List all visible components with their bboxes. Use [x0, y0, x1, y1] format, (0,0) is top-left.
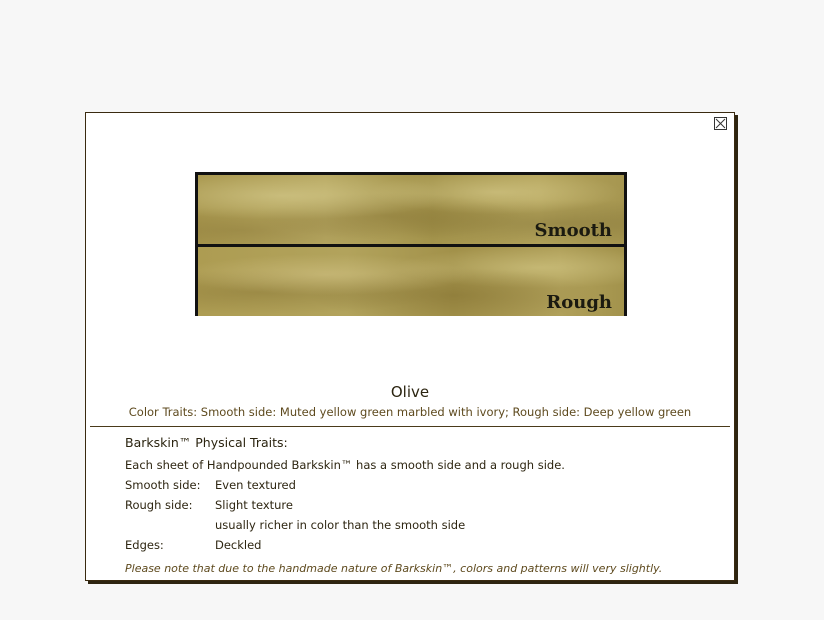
trait-value-smooth: Even textured: [215, 478, 296, 492]
section-divider: [90, 426, 730, 427]
physical-traits-title: Barkskin™ Physical Traits:: [125, 435, 288, 450]
trait-value-rough-detail: usually richer in color than the smooth side: [215, 518, 466, 532]
handmade-note: Please note that due to the handmade nature of Barkskin™, colors and patterns will very slightly.: [125, 562, 663, 575]
physical-traits-intro: Each sheet of Handpounded Barkskin™ has a smooth side and a rough side.: [125, 458, 565, 472]
trait-label-smooth: Smooth side:: [125, 478, 201, 492]
trait-value-rough: Slight texture: [215, 498, 293, 512]
trait-value-edges: Deckled: [215, 538, 262, 552]
trait-label-rough: Rough side:: [125, 498, 193, 512]
close-button[interactable]: [714, 117, 727, 130]
paper-swatch: [195, 172, 627, 316]
rough-label: Rough: [546, 292, 612, 313]
smooth-side-swatch: [198, 175, 624, 244]
close-icon: [715, 118, 726, 129]
color-traits: Color Traits: Smooth side: Muted yellow green marbled with ivory; Rough side: Deep yellow green: [128, 405, 692, 419]
rough-side-swatch: [198, 247, 624, 316]
color-detail-popup: [85, 112, 735, 581]
trait-label-edges: Edges:: [125, 538, 164, 552]
color-name: Olive: [390, 383, 430, 401]
smooth-label: Smooth: [534, 220, 612, 241]
